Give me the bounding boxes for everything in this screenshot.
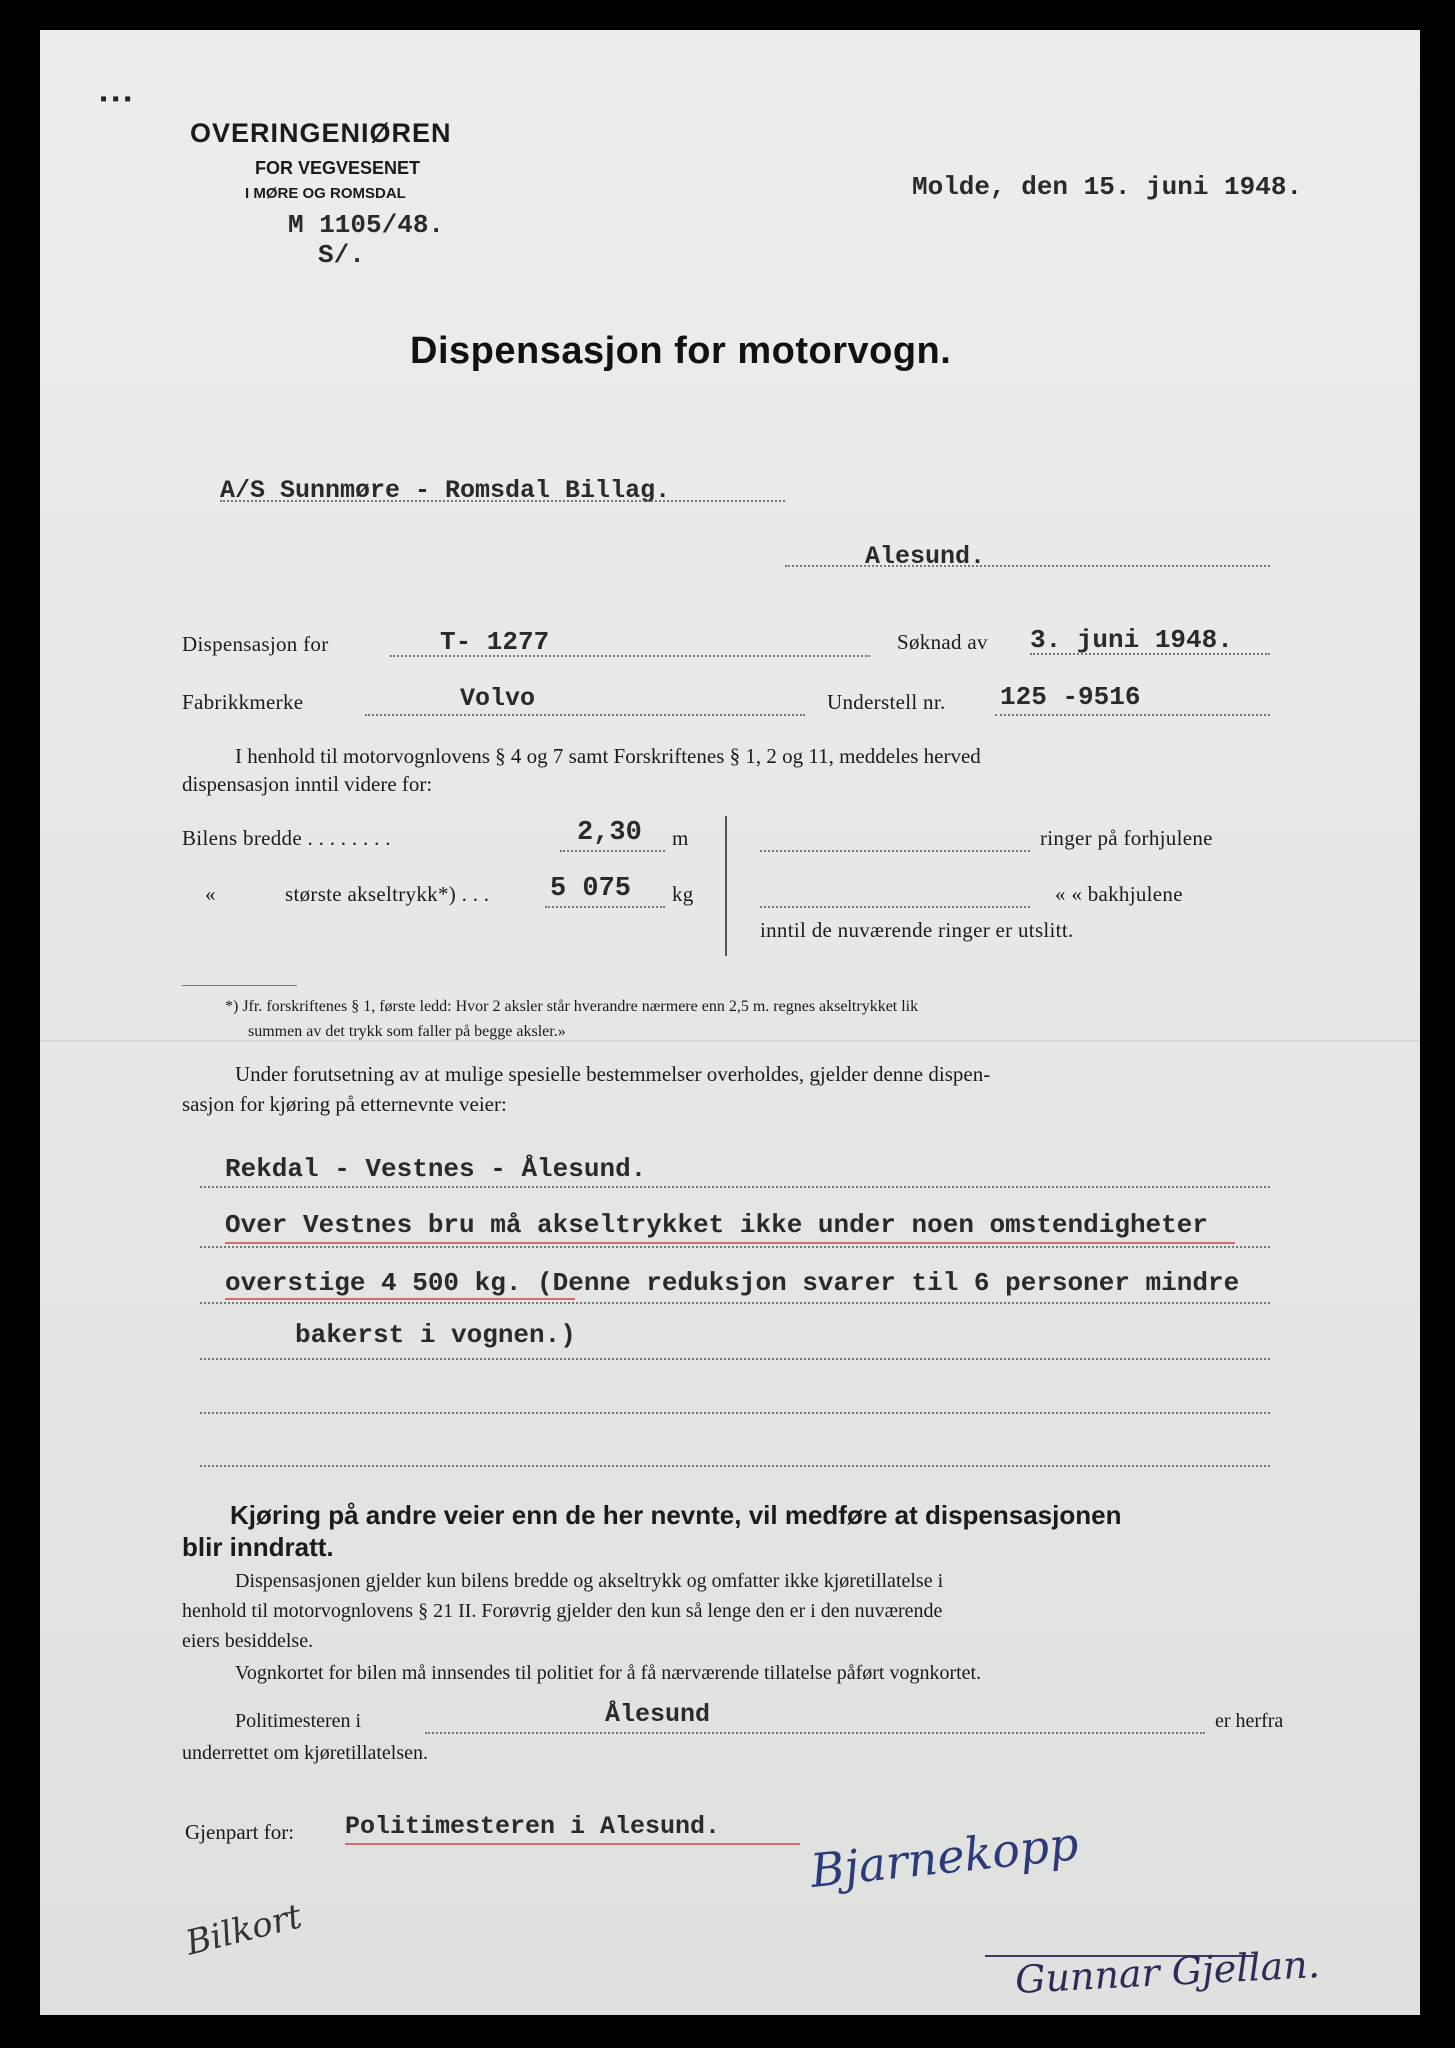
office-name: OVERINGENIØREN — [190, 118, 452, 148]
axle-line — [545, 906, 665, 908]
vognkort-line: Vognkortet for bilen må innsendes til politiet for å få nærværende tillatelse påført vognkortet. — [235, 1662, 982, 1684]
road-line-2: Over Vestnes bru må akseltrykket ikke under noen omstendigheter — [225, 1210, 1208, 1240]
intro-line-1: I henhold til motorvognlovens § 4 og 7 samt Forskriftenes § 1, 2 og 11, meddeles herved — [235, 744, 981, 768]
road-line-4: bakerst i vognen.) — [295, 1320, 576, 1350]
fold-line — [40, 1040, 1420, 1042]
disp-for-line — [390, 655, 870, 657]
manufacturer: Volvo — [460, 684, 536, 713]
document-page — [40, 30, 1420, 2015]
width-label: Bilens bredde . . . . . . . . — [182, 826, 391, 850]
axle-unit: kg — [672, 882, 694, 906]
soknad-line — [1030, 653, 1270, 655]
warning-line-2: blir inndratt. — [182, 1532, 334, 1562]
column-divider — [725, 816, 727, 956]
police-line-2: underrettet om kjøretillatelsen. — [182, 1742, 429, 1764]
vehicle-width: 2,30 — [577, 818, 642, 848]
fabrikk-label: Fabrikkmerke — [182, 690, 304, 714]
understell-line — [995, 714, 1270, 716]
terms-line-3: eiers besiddelse. — [182, 1630, 314, 1652]
footnote-line-1: *) Jfr. forskriftenes § 1, første ledd: Hvor 2 aksler står hverandre nærmere enn 2,5 m. regnes akseltrykket lik — [225, 998, 919, 1015]
front-rings-label: ringer på forhjulene — [1040, 826, 1213, 850]
terms-line-1: Dispensasjonen gjelder kun bilens bredde og akseltrykk og omfatter ikke kjøretillatelse i — [235, 1570, 944, 1592]
office-subtitle: FOR VEGVESENET — [255, 158, 421, 178]
road-line-5-dots — [200, 1412, 1270, 1414]
terms-line-2: henhold til motorvognlovens § 21 II. Forøvrig gjelder den kun så lenge den er i den nuværende — [182, 1600, 943, 1622]
office-region: I MØRE OG ROMSDAL — [245, 185, 406, 202]
back-rings-label: « « bakhjulene — [1055, 882, 1183, 906]
police-suffix: er herfra — [1215, 1710, 1284, 1732]
road-line-2-dots — [200, 1246, 1270, 1248]
police-label: Politimesteren i — [235, 1710, 362, 1732]
red-underline-3 — [345, 1843, 800, 1845]
police-line — [425, 1732, 1205, 1734]
disp-for-label: Dispensasjon for — [182, 632, 329, 656]
axle-label: største akseltrykk*) . . . — [285, 882, 490, 906]
fabrikk-line — [365, 714, 805, 716]
axle-quote: « — [205, 882, 216, 906]
width-unit: m — [672, 826, 689, 850]
road-line-1: Rekdal - Vestnes - Ålesund. — [225, 1154, 647, 1184]
recipient-city: Alesund. — [865, 542, 986, 571]
bottom-signature: Gunnar Gjellan. — [1014, 1942, 1321, 2002]
axle-load: 5 075 — [550, 874, 632, 904]
police-district: Ålesund — [605, 1700, 711, 1729]
footnote-line-2: summen av det trykk som faller på begge aksler.» — [248, 1023, 566, 1040]
road-line-1-dots — [200, 1186, 1270, 1188]
recipient-line — [220, 500, 785, 502]
road-line-3: overstige 4 500 kg. (Denne reduksjon svarer til 6 personer mindre — [225, 1268, 1240, 1298]
copy-recipient: Politimesteren i Alesund. — [345, 1812, 721, 1841]
city-line — [785, 565, 1270, 567]
reference-number: M 1105/48. — [288, 210, 445, 240]
red-underline-1 — [225, 1242, 1235, 1244]
front-ring-line — [760, 850, 1030, 852]
back-ring-line — [760, 906, 1030, 908]
road-line-3-dots — [200, 1302, 1270, 1304]
chassis-number: 125 -9516 — [1000, 682, 1141, 712]
roads-intro-1: Under forutsetning av at mulige spesielle bestemmelser overholdes, gjelder denne dispen- — [235, 1062, 991, 1086]
footnote-rule — [182, 985, 297, 986]
red-underline-2 — [225, 1298, 575, 1300]
intro-line-2: dispensasjon inntil videre for: — [182, 772, 433, 796]
vehicle-number: T- 1277 — [440, 627, 550, 657]
document-title: Dispensasjon for motorvogn. — [410, 330, 952, 372]
main-signature: Bjarnekopp — [807, 1816, 1081, 1898]
corner-note: Bilkort — [181, 1896, 306, 1964]
road-line-4-dots — [200, 1358, 1270, 1360]
copy-label: Gjenpart for: — [185, 1820, 295, 1844]
road-line-6-dots — [200, 1465, 1270, 1467]
punch-marks: ▪ ▪ ▪ — [100, 88, 132, 110]
reference-initials: S/. — [318, 240, 365, 270]
warning-line-1: Kjøring på andre veier enn de her nevnte, vil medføre at dispensasjonen — [230, 1500, 1122, 1530]
recipient-name: A/S Sunnmøre - Romsdal Billag. — [220, 476, 671, 505]
soknad-label: Søknad av — [897, 630, 988, 654]
width-line — [560, 850, 665, 852]
understell-label: Understell nr. — [827, 690, 946, 714]
application-date: 3. juni 1948. — [1030, 625, 1233, 655]
rings-note: inntil de nuværende ringer er utslitt. — [760, 918, 1074, 942]
place-date: Molde, den 15. juni 1948. — [912, 172, 1303, 202]
roads-intro-2: sasjon for kjøring på etternevnte veier: — [182, 1092, 507, 1116]
